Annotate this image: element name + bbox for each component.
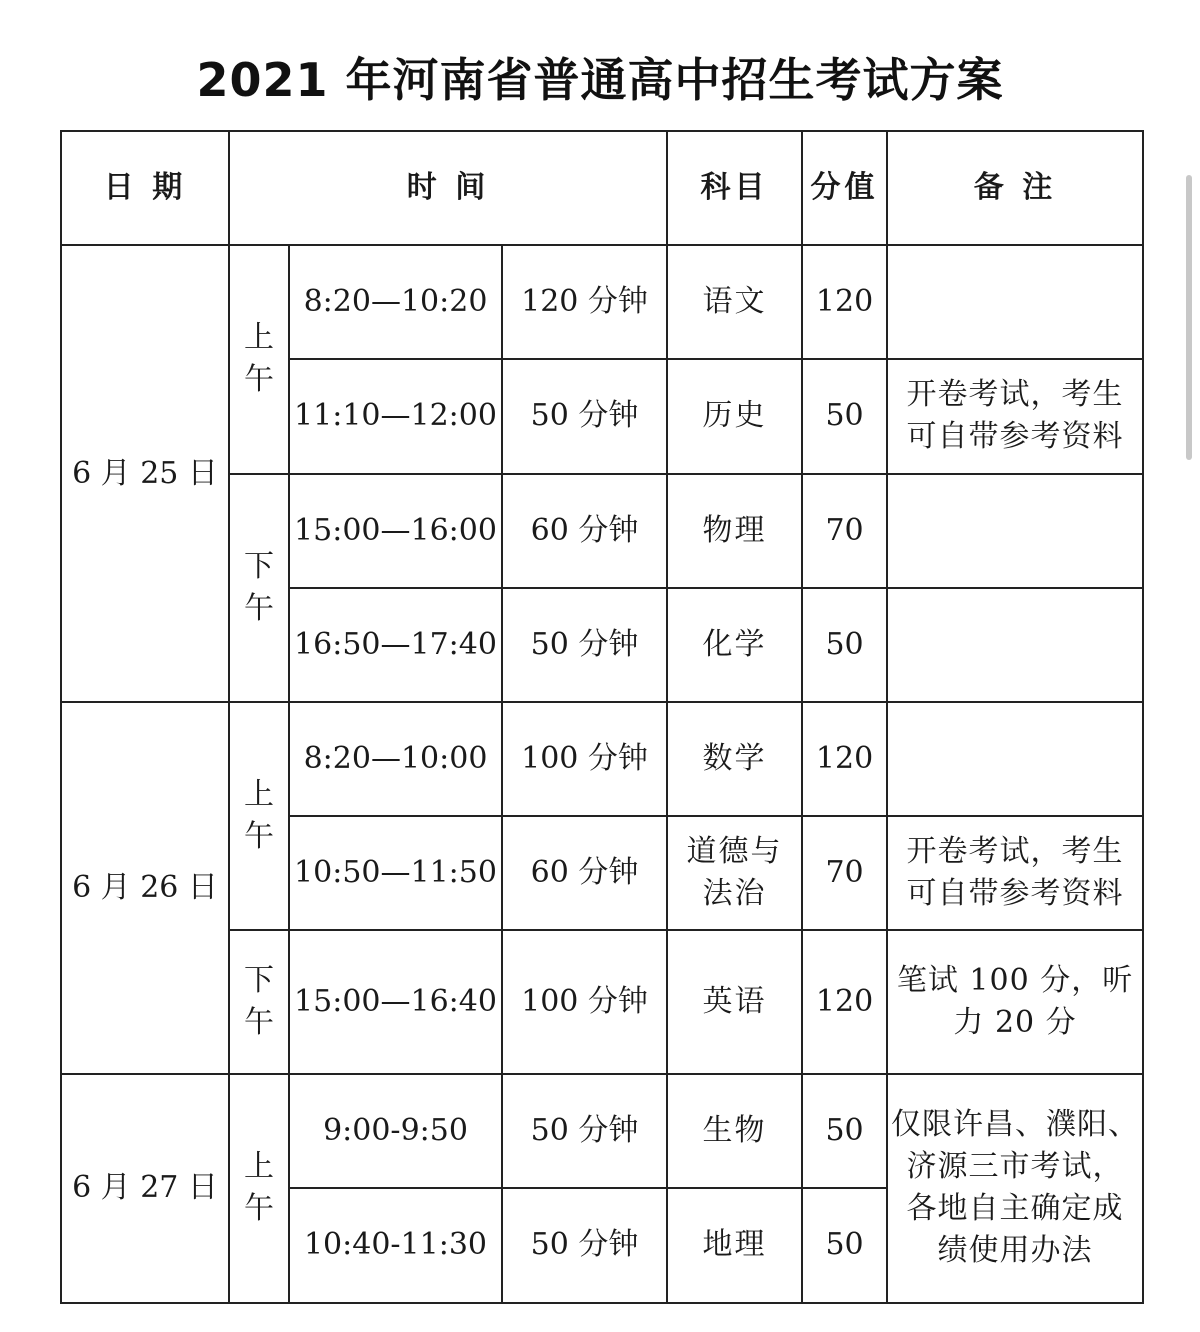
subject-cell: 历史 xyxy=(667,359,802,473)
score-cell: 70 xyxy=(802,474,887,588)
duration-cell: 60 分钟 xyxy=(502,474,667,588)
header-date: 日 期 xyxy=(61,131,229,245)
note-cell xyxy=(887,245,1143,359)
score-cell: 50 xyxy=(802,588,887,702)
score-cell: 70 xyxy=(802,816,887,930)
note-cell xyxy=(887,588,1143,702)
score-cell: 50 xyxy=(802,359,887,473)
time-cell: 8:20—10:00 xyxy=(289,702,502,816)
time-cell: 11:10—12:00 xyxy=(289,359,502,473)
table-row xyxy=(61,245,1143,359)
header-subject: 科目 xyxy=(667,131,802,245)
time-cell: 8:20—10:20 xyxy=(289,245,502,359)
time-cell: 15:00—16:00 xyxy=(289,474,502,588)
time-cell: 16:50—17:40 xyxy=(289,588,502,702)
duration-cell: 60 分钟 xyxy=(502,816,667,930)
time-cell: 9:00-9:50 xyxy=(289,1074,502,1188)
note-cell: 开卷考试，考生 可自带参考资料 xyxy=(887,816,1143,930)
duration-cell: 50 分钟 xyxy=(502,588,667,702)
duration-cell: 100 分钟 xyxy=(502,702,667,816)
header-note: 备 注 xyxy=(887,131,1143,245)
score-cell: 120 xyxy=(802,702,887,816)
period-cell: 下 午 xyxy=(229,930,289,1073)
header-row xyxy=(61,131,1143,245)
date-cell: 6 月 25 日 xyxy=(61,245,229,702)
subject-cell: 物理 xyxy=(667,474,802,588)
duration-cell: 50 分钟 xyxy=(502,1188,667,1303)
subject-cell: 道德与 法治 xyxy=(667,816,802,930)
score-cell: 50 xyxy=(802,1074,887,1188)
subject-cell: 生物 xyxy=(667,1074,802,1188)
duration-cell: 100 分钟 xyxy=(502,930,667,1073)
header-score: 分值 xyxy=(802,131,887,245)
note-cell: 仅限许昌、濮阳、 济源三市考试， 各地自主确定成 绩使用办法 xyxy=(887,1074,1143,1303)
note-cell: 笔试 100 分，听 力 20 分 xyxy=(887,930,1143,1073)
date-cell: 6 月 27 日 xyxy=(61,1074,229,1303)
period-cell: 上 午 xyxy=(229,702,289,930)
note-cell xyxy=(887,702,1143,816)
table-row xyxy=(61,1074,1143,1188)
score-cell: 120 xyxy=(802,245,887,359)
time-cell: 10:40-11:30 xyxy=(289,1188,502,1303)
time-cell: 15:00—16:40 xyxy=(289,930,502,1073)
duration-cell: 50 分钟 xyxy=(502,1074,667,1188)
score-cell: 50 xyxy=(802,1188,887,1303)
subject-cell: 数学 xyxy=(667,702,802,816)
note-cell xyxy=(887,474,1143,588)
period-cell: 上 午 xyxy=(229,1074,289,1303)
note-cell: 开卷考试，考生 可自带参考资料 xyxy=(887,359,1143,473)
period-cell: 下 午 xyxy=(229,474,289,702)
duration-cell: 120 分钟 xyxy=(502,245,667,359)
subject-cell: 英语 xyxy=(667,930,802,1073)
subject-cell: 地理 xyxy=(667,1188,802,1303)
exam-schedule-table xyxy=(60,130,1144,1304)
table-row xyxy=(61,702,1143,816)
subject-cell: 化学 xyxy=(667,588,802,702)
duration-cell: 50 分钟 xyxy=(502,359,667,473)
scrollbar[interactable] xyxy=(1186,175,1192,460)
time-cell: 10:50—11:50 xyxy=(289,816,502,930)
subject-cell: 语文 xyxy=(667,245,802,359)
header-time: 时 间 xyxy=(229,131,667,245)
period-cell: 上 午 xyxy=(229,245,289,473)
date-cell: 6 月 26 日 xyxy=(61,702,229,1074)
page-title: 2021 年河南省普通高中招生考试方案 xyxy=(196,53,1004,107)
score-cell: 120 xyxy=(802,930,887,1073)
